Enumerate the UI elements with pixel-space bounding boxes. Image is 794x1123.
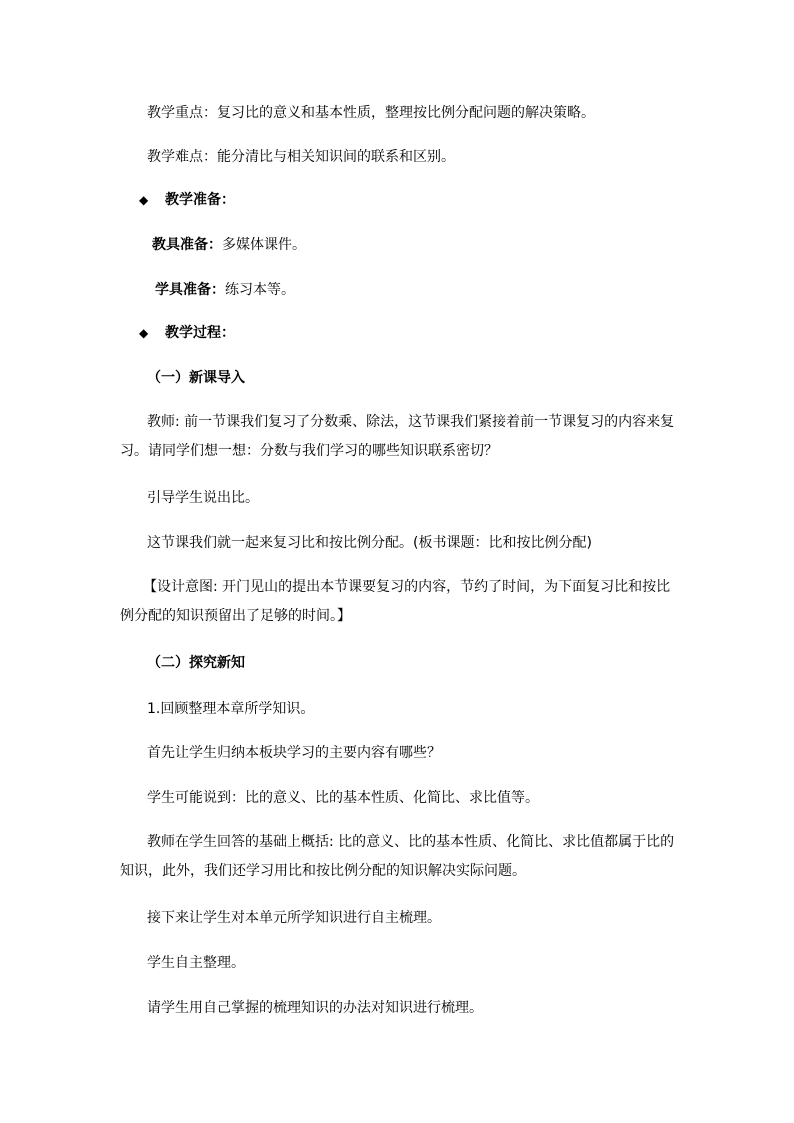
paragraph-9: 接下来让学生对本单元所学知识进行自主梳理。 bbox=[147, 910, 441, 926]
student-tools-label: 学具准备： bbox=[155, 282, 225, 298]
design-intent-line-2: 例分配的知识预留出了足够的时间。】 bbox=[120, 608, 351, 624]
paragraph-11: 请学生用自己掌握的梳理知识的办法对知识进行梳理。 bbox=[147, 1000, 483, 1016]
paragraph-8-line-1: 教师在学生回答的基础上概括: 比的意义、比的基本性质、化简比、求比值都属于比的 bbox=[147, 834, 675, 850]
paragraph-5: 1.回顾整理本章所学知识。 bbox=[147, 701, 315, 717]
section-title-intro: （一）新课导入 bbox=[147, 370, 245, 386]
process-heading bbox=[139, 323, 235, 343]
process-heading-text: 教学过程： bbox=[165, 325, 235, 341]
paragraph-3: 这节课我们就一起来复习比和按比例分配。(板书课题：比和按比例分配) bbox=[147, 535, 592, 551]
student-tools-text: 练习本等。 bbox=[225, 282, 295, 298]
paragraph-7: 学生可能说到：比的意义、比的基本性质、化简比、求比值等。 bbox=[147, 790, 539, 806]
student-tools bbox=[155, 280, 295, 300]
diamond-bullet-icon: ◆ bbox=[139, 326, 149, 340]
paragraph-2: 引导学生说出比。 bbox=[147, 490, 259, 506]
teaching-focus: 教学重点：复习比的意义和基本性质，整理按比例分配问题的解决策略。 bbox=[147, 105, 595, 121]
teacher-tools bbox=[152, 235, 306, 255]
prep-heading-text: 教学准备： bbox=[165, 192, 235, 208]
paragraph-6: 首先让学生归纳本板块学习的主要内容有哪些？ bbox=[147, 745, 441, 761]
teacher-tools-label: 教具准备： bbox=[152, 237, 222, 253]
design-intent-line-1: 【设计意图: 开门见山的提出本节课要复习的内容，节约了时间，为下面复习比和按比 bbox=[143, 579, 671, 595]
paragraph-10: 学生自主整理。 bbox=[147, 955, 245, 971]
paragraph-1-line-2: 习。请同学们想一想：分数与我们学习的哪些知识联系密切？ bbox=[120, 443, 498, 459]
teaching-difficulty: 教学难点：能分清比与相关知识间的联系和区别。 bbox=[147, 149, 455, 165]
section-title-explore: （二）探究新知 bbox=[147, 655, 245, 671]
prep-heading bbox=[139, 190, 235, 210]
teacher-tools-text: 多媒体课件。 bbox=[222, 237, 306, 253]
diamond-bullet-icon: ◆ bbox=[139, 193, 149, 207]
paragraph-8-line-2: 知识，此外，我们还学习用比和按比例分配的知识解决实际问题。 bbox=[120, 863, 526, 879]
paragraph-1-line-1: 教师: 前一节课我们复习了分数乘、除法，这节课我们紧接着前一节课复习的内容来复 bbox=[147, 414, 675, 430]
